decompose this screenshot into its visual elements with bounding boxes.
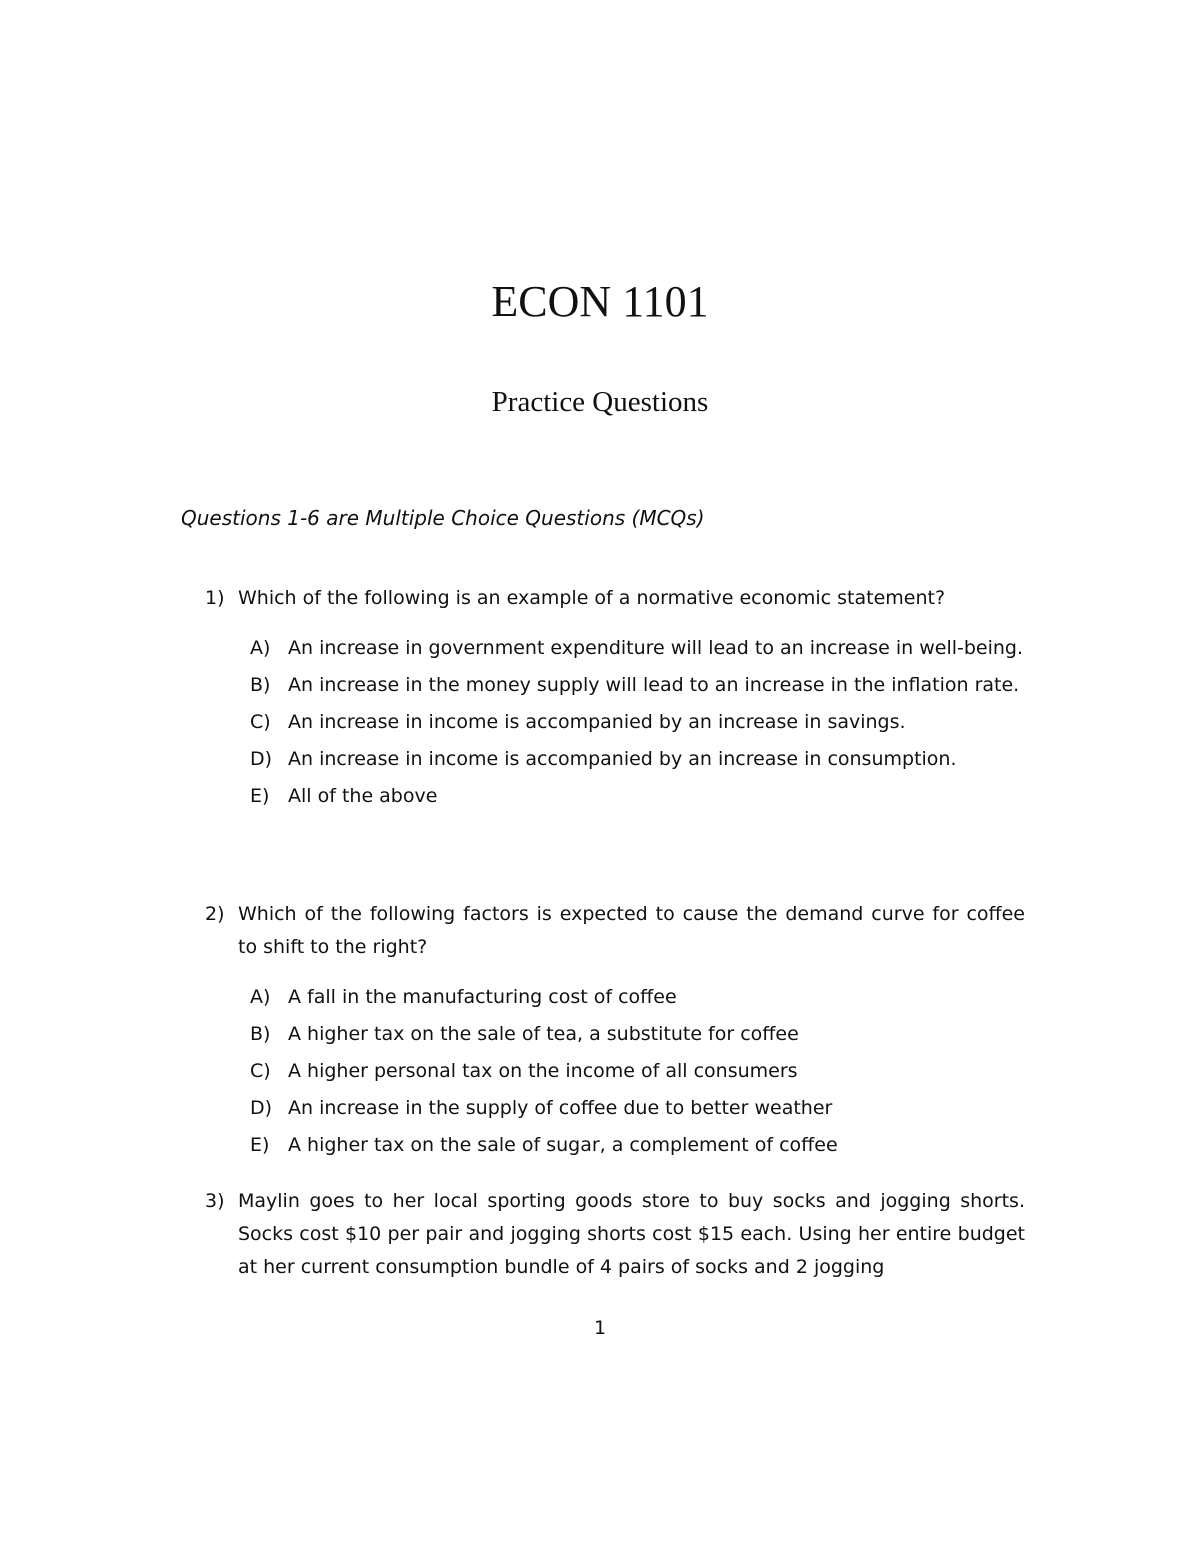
question-number: 1) [205, 587, 225, 609]
question-text: Which of the following is an example of a normative economic statement? [238, 587, 946, 609]
option-d [250, 1092, 1025, 1124]
options-list [250, 632, 1025, 812]
option-letter: E) [250, 785, 270, 807]
question-number: 2) [205, 903, 225, 925]
option-letter: A) [250, 637, 271, 659]
option-letter: C) [250, 1060, 271, 1082]
option-text: A higher tax on the sale of sugar, a complement of coffee [288, 1134, 838, 1156]
page-number: 1 [593, 1317, 607, 1339]
option-text: An increase in income is accompanied by an increase in savings. [288, 711, 906, 733]
option-e [250, 1129, 1025, 1161]
option-text: A higher tax on the sale of tea, a substitute for coffee [288, 1023, 799, 1045]
document-subtitle: Practice Questions [491, 386, 709, 418]
option-c [250, 706, 1025, 738]
question-2 [205, 898, 1025, 1166]
option-text: A higher personal tax on the income of all consumers [288, 1060, 798, 1082]
question-number: 3) [205, 1190, 225, 1212]
option-a [250, 981, 1025, 1013]
option-text: An increase in the supply of coffee due to better weather [288, 1097, 833, 1119]
option-text: All of the above [288, 785, 438, 807]
option-b [250, 669, 1025, 701]
option-text: An increase in income is accompanied by an increase in consumption. [288, 748, 957, 770]
option-letter: B) [250, 1023, 271, 1045]
options-list [250, 981, 1025, 1161]
question-1 [205, 582, 1025, 817]
option-text: An increase in the money supply will lead to an increase in the inflation rate. [288, 674, 1020, 696]
option-a [250, 632, 1025, 664]
option-letter: D) [250, 1097, 273, 1119]
option-letter: C) [250, 711, 271, 733]
option-d [250, 743, 1025, 775]
option-text: An increase in government expenditure will lead to an increase in well-being. [288, 637, 1024, 659]
option-letter: E) [250, 1134, 270, 1156]
question-3 [205, 1185, 1025, 1284]
option-e [250, 780, 1025, 812]
question-text: Maylin goes to her local sporting goods store to buy socks and jogging shorts. Socks cost $10 per pair and jogging shorts cost $15 each. Using her entire budget at her current consumption bundle of 4 pairs of socks and 2 jogging [238, 1190, 1025, 1278]
option-b [250, 1018, 1025, 1050]
section-intro: Questions 1-6 are Multiple Choice Questions (MCQs) [181, 506, 705, 530]
option-letter: B) [250, 674, 271, 696]
option-c [250, 1055, 1025, 1087]
option-letter: D) [250, 748, 273, 770]
document-title: ECON 1101 [491, 277, 709, 326]
question-text: Which of the following factors is expected to cause the demand curve for coffee to shift to the right? [238, 903, 1025, 958]
option-letter: A) [250, 986, 271, 1008]
option-text: A fall in the manufacturing cost of coffee [288, 986, 677, 1008]
